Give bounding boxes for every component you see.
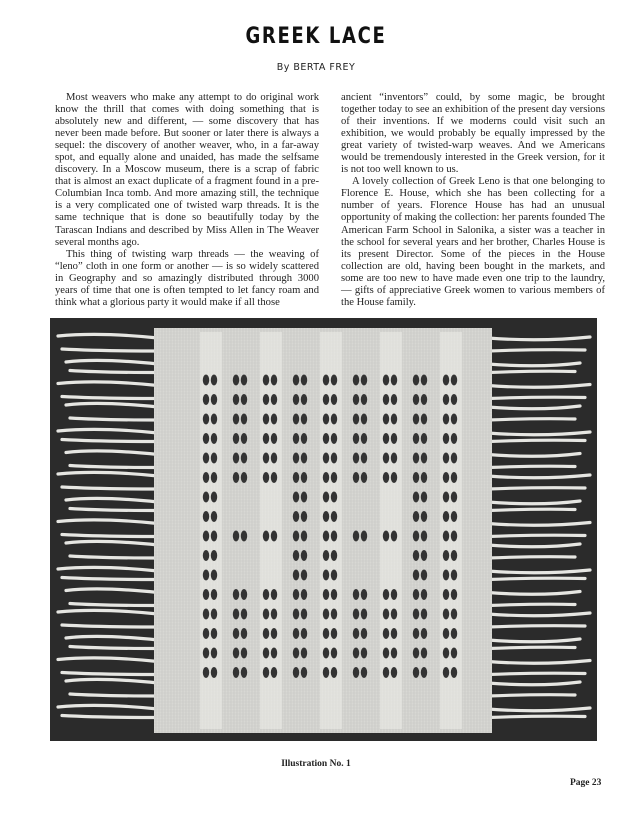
fringe-strand — [488, 440, 585, 441]
lace-hole — [391, 453, 397, 464]
lace-hole — [353, 433, 359, 444]
fringe-strand — [488, 419, 575, 420]
lace-hole — [443, 433, 449, 444]
lace-hole — [413, 492, 419, 503]
lace-hole — [211, 628, 217, 639]
lace-hole — [241, 375, 247, 386]
lace-hole — [391, 414, 397, 425]
lace-hole — [233, 628, 239, 639]
lace-hole — [233, 589, 239, 600]
lace-hole — [271, 609, 277, 620]
lace-hole — [421, 492, 427, 503]
paragraph: ancient “inventors” could, by some magic, be brought together today to see an exhibition of the present day versions of their inventions. If we moderns could visit such an exhibition, we would probably be equally impressed by the great variety of twisted-warp weaves. And we Americans would be tremendously interested in the Greek version, for it is not too well known to us. — [341, 92, 605, 176]
lace-hole — [211, 492, 217, 503]
lace-hole — [241, 414, 247, 425]
lace-hole — [323, 667, 329, 678]
leno-band — [260, 332, 282, 729]
lace-hole — [361, 609, 367, 620]
lace-hole — [301, 492, 307, 503]
lace-hole — [323, 531, 329, 542]
lace-hole — [271, 472, 277, 483]
lace-hole — [263, 648, 269, 659]
lace-hole — [211, 589, 217, 600]
lace-hole — [383, 589, 389, 600]
fringe-strand — [488, 488, 585, 489]
lace-hole — [413, 531, 419, 542]
leno-band — [200, 332, 222, 729]
lace-hole — [293, 648, 299, 659]
lace-hole — [331, 570, 337, 581]
lace-hole — [451, 589, 457, 600]
lace-hole — [301, 472, 307, 483]
lace-hole — [361, 453, 367, 464]
lace-hole — [203, 375, 209, 386]
lace-hole — [443, 570, 449, 581]
lace-hole — [233, 414, 239, 425]
lace-hole — [451, 492, 457, 503]
lace-hole — [271, 628, 277, 639]
lace-hole — [323, 511, 329, 522]
fringe-strand — [488, 557, 575, 558]
lace-hole — [271, 414, 277, 425]
lace-hole — [301, 667, 307, 678]
lace-hole — [413, 414, 419, 425]
lace-hole — [391, 472, 397, 483]
lace-hole — [361, 667, 367, 678]
article-title: GREEK LACE — [245, 24, 387, 49]
lace-hole — [323, 589, 329, 600]
lace-hole — [263, 609, 269, 620]
lace-hole — [443, 589, 449, 600]
lace-hole — [413, 589, 419, 600]
lace-hole — [451, 609, 457, 620]
lace-hole — [361, 472, 367, 483]
lace-hole — [353, 375, 359, 386]
lace-hole — [203, 414, 209, 425]
lace-hole — [271, 433, 277, 444]
lace-hole — [353, 394, 359, 405]
lace-hole — [293, 531, 299, 542]
lace-hole — [383, 414, 389, 425]
lace-hole — [443, 375, 449, 386]
lace-hole — [263, 414, 269, 425]
lace-hole — [271, 453, 277, 464]
lace-hole — [451, 394, 457, 405]
lace-hole — [331, 648, 337, 659]
lace-hole — [233, 667, 239, 678]
lace-hole — [263, 472, 269, 483]
lace-hole — [203, 609, 209, 620]
lace-hole — [241, 453, 247, 464]
lace-hole — [413, 667, 419, 678]
lace-hole — [413, 609, 419, 620]
lace-hole — [293, 609, 299, 620]
lace-hole — [301, 433, 307, 444]
lace-hole — [443, 531, 449, 542]
lace-hole — [383, 375, 389, 386]
fringe-strand — [488, 350, 585, 351]
lace-hole — [301, 453, 307, 464]
lace-hole — [211, 511, 217, 522]
lace-hole — [263, 375, 269, 386]
article-byline: By BERTA FREY — [276, 62, 356, 73]
lace-hole — [293, 511, 299, 522]
lace-hole — [451, 433, 457, 444]
lace-hole — [293, 570, 299, 581]
lace-hole — [301, 628, 307, 639]
fringe-strand — [488, 716, 585, 717]
lace-hole — [323, 375, 329, 386]
lace-hole — [203, 570, 209, 581]
lace-hole — [293, 453, 299, 464]
lace-hole — [203, 472, 209, 483]
lace-hole — [331, 492, 337, 503]
lace-hole — [421, 433, 427, 444]
lace-hole — [323, 550, 329, 561]
page-number: Page 23 — [570, 778, 602, 788]
lace-hole — [421, 414, 427, 425]
lace-hole — [203, 628, 209, 639]
lace-hole — [301, 394, 307, 405]
lace-hole — [451, 570, 457, 581]
lace-hole — [293, 492, 299, 503]
lace-hole — [271, 394, 277, 405]
lace-hole — [361, 414, 367, 425]
lace-hole — [413, 511, 419, 522]
lace-hole — [421, 648, 427, 659]
lace-hole — [263, 433, 269, 444]
lace-hole — [241, 667, 247, 678]
lace-hole — [271, 589, 277, 600]
lace-hole — [443, 492, 449, 503]
lace-hole — [331, 550, 337, 561]
lace-hole — [203, 589, 209, 600]
lace-hole — [293, 628, 299, 639]
fringe-strand — [488, 466, 575, 467]
lace-hole — [391, 394, 397, 405]
lace-hole — [211, 433, 217, 444]
lace-hole — [323, 492, 329, 503]
lace-hole — [443, 628, 449, 639]
lace-hole — [421, 511, 427, 522]
lace-hole — [331, 472, 337, 483]
lace-hole — [361, 433, 367, 444]
lace-hole — [443, 472, 449, 483]
lace-hole — [443, 609, 449, 620]
lace-hole — [203, 531, 209, 542]
lace-hole — [361, 531, 367, 542]
fringe-strand — [488, 647, 575, 648]
lace-hole — [331, 628, 337, 639]
fringe-strand — [488, 626, 585, 627]
lace-hole — [413, 472, 419, 483]
lace-hole — [451, 550, 457, 561]
lace-hole — [323, 433, 329, 444]
lace-hole — [293, 394, 299, 405]
lace-hole — [451, 511, 457, 522]
lace-hole — [203, 394, 209, 405]
lace-hole — [233, 609, 239, 620]
lace-hole — [391, 531, 397, 542]
lace-hole — [323, 394, 329, 405]
lace-hole — [421, 570, 427, 581]
lace-hole — [301, 375, 307, 386]
lace-hole — [443, 550, 449, 561]
lace-hole — [203, 433, 209, 444]
lace-hole — [301, 414, 307, 425]
lace-hole — [263, 453, 269, 464]
lace-hole — [323, 570, 329, 581]
fringe-strand — [488, 397, 585, 398]
lace-hole — [211, 472, 217, 483]
lace-illustration — [50, 318, 597, 741]
lace-hole — [211, 667, 217, 678]
lace-hole — [383, 609, 389, 620]
lace-hole — [293, 550, 299, 561]
lace-hole — [413, 394, 419, 405]
lace-hole — [353, 531, 359, 542]
lace-hole — [413, 453, 419, 464]
lace-hole — [233, 453, 239, 464]
lace-hole — [383, 394, 389, 405]
lace-hole — [203, 511, 209, 522]
lace-hole — [421, 550, 427, 561]
lace-hole — [353, 453, 359, 464]
lace-hole — [331, 511, 337, 522]
lace-hole — [301, 550, 307, 561]
lace-hole — [421, 472, 427, 483]
fringe-strand — [488, 509, 575, 510]
lace-hole — [271, 531, 277, 542]
lace-hole — [211, 648, 217, 659]
lace-hole — [391, 667, 397, 678]
lace-hole — [361, 648, 367, 659]
paragraph: Most weavers who make any attempt to do original work know the thrill that comes with doing something that is absolutely new and different, — some discovery that has never been made before. But sooner or later there is always a sequel: the discovery of another weaver, who, in a far-away spot, and equally alone and unaided, has made the selfsame discovery. In a Moscow museum, there is a scrap of fabric that is almost an exact duplicate of a fragment found in a pre-Columbian Inca tomb. And more amazing still, the technique is a very complicated one of twisted warp threads. It is the same technique that is done so beautifully today by the Tarascan Indians and described by Miss Allen in The Weaver several months ago. — [55, 92, 319, 248]
lace-hole — [421, 628, 427, 639]
lace-hole — [451, 472, 457, 483]
lace-hole — [383, 648, 389, 659]
lace-hole — [391, 375, 397, 386]
paragraph: This thing of twisting warp threads — the weaving of “leno” cloth in one form or another — is so widely scattered in Geography and so amazingly distributed through 3000 years of time that one is often tempted to let fancy roam and think what a glorious party it would make if all those — [55, 248, 319, 308]
lace-hole — [451, 375, 457, 386]
fringe-strand — [488, 695, 575, 696]
fringe-strand — [488, 604, 575, 605]
lace-hole — [391, 609, 397, 620]
lace-hole — [391, 628, 397, 639]
lace-hole — [233, 648, 239, 659]
lace-hole — [383, 433, 389, 444]
fringe-strand — [488, 371, 575, 372]
lace-hole — [263, 394, 269, 405]
lace-hole — [383, 472, 389, 483]
lace-hole — [361, 589, 367, 600]
lace-hole — [361, 375, 367, 386]
lace-hole — [421, 453, 427, 464]
lace-hole — [353, 414, 359, 425]
lace-hole — [233, 472, 239, 483]
lace-hole — [233, 433, 239, 444]
lace-hole — [443, 511, 449, 522]
lace-hole — [211, 414, 217, 425]
lace-hole — [413, 628, 419, 639]
lace-hole — [323, 414, 329, 425]
lace-hole — [203, 492, 209, 503]
lace-hole — [361, 394, 367, 405]
lace-hole — [331, 433, 337, 444]
fringe-strand — [488, 578, 585, 579]
lace-hole — [331, 531, 337, 542]
lace-hole — [443, 648, 449, 659]
right-column — [341, 92, 605, 309]
lace-hole — [301, 531, 307, 542]
lace-hole — [331, 394, 337, 405]
lace-hole — [451, 667, 457, 678]
lace-hole — [293, 589, 299, 600]
lace-hole — [203, 648, 209, 659]
lace-hole — [233, 375, 239, 386]
lace-hole — [263, 667, 269, 678]
lace-hole — [331, 667, 337, 678]
lace-hole — [293, 667, 299, 678]
lace-hole — [241, 433, 247, 444]
lace-hole — [211, 453, 217, 464]
illustration-caption: Illustration No. 1 — [281, 759, 351, 769]
lace-hole — [323, 628, 329, 639]
lace-hole — [263, 589, 269, 600]
lace-hole — [391, 433, 397, 444]
lace-hole — [211, 609, 217, 620]
lace-hole — [293, 414, 299, 425]
lace-hole — [451, 414, 457, 425]
lace-hole — [391, 589, 397, 600]
fringe-strand — [488, 535, 585, 536]
lace-hole — [331, 414, 337, 425]
lace-hole — [293, 433, 299, 444]
lace-hole — [203, 453, 209, 464]
lace-hole — [331, 609, 337, 620]
lace-hole — [241, 628, 247, 639]
paragraph: A lovely collection of Greek Leno is that one belonging to Florence E. House, which she has been collecting for a number of years. Florence House has had an unusual opportunity of making the collection: her parents founded The American Farm School in Salonika, a sister was a teacher in the school for several years and her brother, Charles House is its present Director. Some of the pieces in the House collection are old, having been bought in the markets, and some are too new to have made even one trip to the laundry, — gifts of appreciative Greek women to various members of the House family. — [341, 176, 605, 308]
lace-hole — [383, 531, 389, 542]
lace-hole — [323, 453, 329, 464]
lace-hole — [331, 453, 337, 464]
lace-hole — [241, 472, 247, 483]
lace-hole — [211, 531, 217, 542]
lace-hole — [353, 648, 359, 659]
lace-hole — [323, 472, 329, 483]
lace-hole — [241, 648, 247, 659]
lace-hole — [203, 550, 209, 561]
lace-hole — [451, 531, 457, 542]
lace-hole — [301, 570, 307, 581]
lace-hole — [211, 375, 217, 386]
lace-hole — [331, 589, 337, 600]
lace-hole — [413, 375, 419, 386]
lace-hole — [413, 433, 419, 444]
leno-band — [380, 332, 402, 729]
lace-hole — [353, 589, 359, 600]
lace-hole — [361, 628, 367, 639]
lace-hole — [421, 609, 427, 620]
lace-hole — [443, 667, 449, 678]
lace-hole — [323, 609, 329, 620]
lace-hole — [353, 628, 359, 639]
lace-hole — [421, 667, 427, 678]
lace-photo — [50, 318, 597, 741]
lace-hole — [241, 394, 247, 405]
lace-hole — [421, 589, 427, 600]
leno-band — [440, 332, 462, 729]
fringe-strand — [488, 673, 585, 674]
lace-hole — [331, 375, 337, 386]
lace-hole — [383, 667, 389, 678]
lace-hole — [293, 472, 299, 483]
lace-hole — [451, 453, 457, 464]
lace-hole — [211, 394, 217, 405]
lace-hole — [323, 648, 329, 659]
lace-hole — [353, 472, 359, 483]
lace-hole — [241, 589, 247, 600]
lace-hole — [211, 570, 217, 581]
lace-hole — [451, 628, 457, 639]
left-column — [55, 92, 319, 309]
lace-hole — [421, 531, 427, 542]
lace-hole — [241, 609, 247, 620]
lace-hole — [413, 648, 419, 659]
lace-hole — [443, 414, 449, 425]
lace-hole — [383, 453, 389, 464]
lace-hole — [301, 511, 307, 522]
lace-hole — [241, 531, 247, 542]
lace-hole — [421, 375, 427, 386]
lace-hole — [233, 531, 239, 542]
lace-hole — [263, 628, 269, 639]
lace-hole — [301, 648, 307, 659]
lace-hole — [421, 394, 427, 405]
lace-hole — [353, 667, 359, 678]
lace-hole — [353, 609, 359, 620]
leno-band — [320, 332, 342, 729]
lace-hole — [413, 570, 419, 581]
lace-hole — [263, 531, 269, 542]
lace-hole — [203, 667, 209, 678]
lace-hole — [443, 453, 449, 464]
lace-hole — [383, 628, 389, 639]
lace-hole — [443, 394, 449, 405]
lace-hole — [293, 375, 299, 386]
lace-hole — [233, 394, 239, 405]
lace-hole — [413, 550, 419, 561]
lace-hole — [451, 648, 457, 659]
lace-hole — [301, 609, 307, 620]
lace-hole — [391, 648, 397, 659]
lace-hole — [301, 589, 307, 600]
lace-hole — [271, 667, 277, 678]
lace-hole — [211, 550, 217, 561]
lace-hole — [271, 648, 277, 659]
lace-hole — [271, 375, 277, 386]
